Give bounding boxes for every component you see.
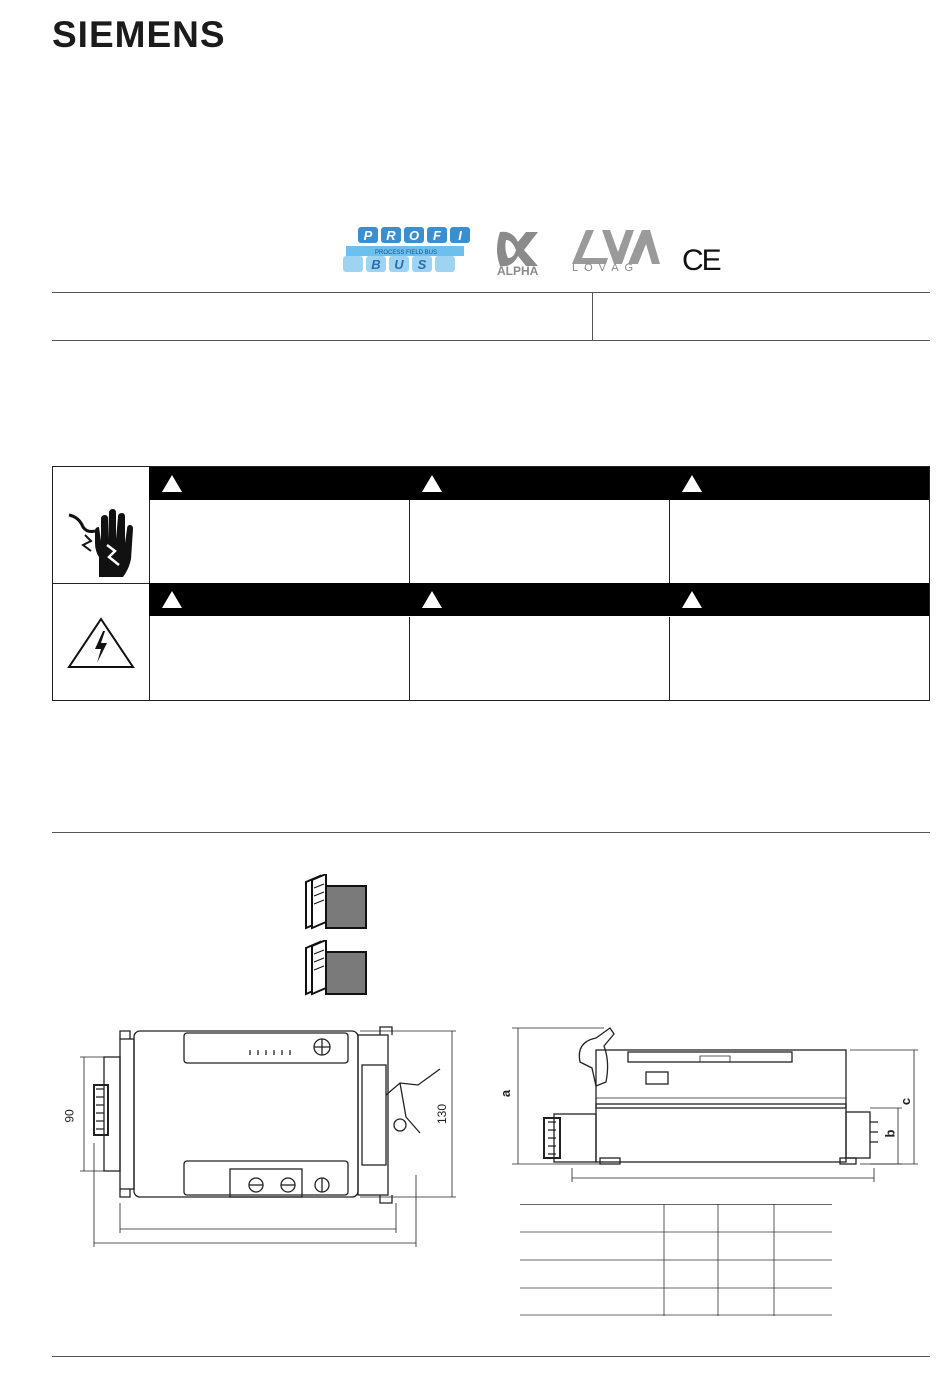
warning-triangle-icon <box>162 475 182 492</box>
safety-warning-table <box>52 466 930 701</box>
warning-col-divider-3 <box>409 617 410 701</box>
siemens-logo: SIEMENS <box>52 14 226 55</box>
warning-col-divider-1 <box>409 500 410 584</box>
lovag-logo <box>568 226 662 278</box>
profibus-letter: I <box>458 228 462 243</box>
profibus-letter: P <box>363 228 373 243</box>
profibus-letter: U <box>394 257 404 272</box>
alpha-label: ALPHA <box>497 264 539 278</box>
dimension-90-label: 90 <box>62 1109 77 1123</box>
warning-triangle-icon <box>682 475 702 492</box>
profibus-letter: O <box>408 228 420 243</box>
warning-header-row-2 <box>149 583 929 616</box>
manual-book-icon <box>304 940 368 1001</box>
warning-triangle-icon <box>162 591 182 608</box>
warning-col-divider-4 <box>669 617 670 701</box>
profibus-letter: R <box>386 228 396 243</box>
device-top-view-drawing <box>60 1025 480 1250</box>
manual-book-icon <box>304 874 368 935</box>
warning-triangle-icon <box>422 475 442 492</box>
device-side-view-drawing <box>500 1022 930 1192</box>
profibus-letter: B <box>371 257 381 272</box>
high-voltage-warning-icon <box>67 617 135 674</box>
profibus-letter: F <box>433 228 441 243</box>
dimension-130-label: 130 <box>435 1103 450 1125</box>
profibus-tagline: PROCESS FIELD BUS <box>374 250 438 256</box>
alpha-logo <box>494 228 544 278</box>
warning-triangle-icon <box>682 591 702 608</box>
dimension-a-label: a <box>498 1089 514 1098</box>
profibus-letter-tile <box>343 256 363 272</box>
info-box-top-line <box>52 292 930 293</box>
profibus-logo <box>340 224 470 276</box>
dimension-table <box>520 1204 832 1316</box>
dimension-b-label: b <box>882 1129 898 1138</box>
electric-shock-hand-icon <box>65 507 137 584</box>
warning-col-divider-2 <box>669 500 670 584</box>
ce-mark: CE <box>682 244 720 277</box>
section-divider <box>52 832 930 833</box>
footer-divider <box>52 1356 930 1357</box>
warning-triangle-icon <box>422 591 442 608</box>
profibus-letter-tile <box>435 256 455 272</box>
warning-header-row-1 <box>149 467 929 500</box>
dimension-c-label: c <box>898 1097 914 1106</box>
info-box-bottom-line <box>52 340 930 341</box>
profibus-letter: S <box>417 257 427 272</box>
lovag-label: LOVAG <box>572 262 640 274</box>
info-box-divider <box>592 292 593 341</box>
